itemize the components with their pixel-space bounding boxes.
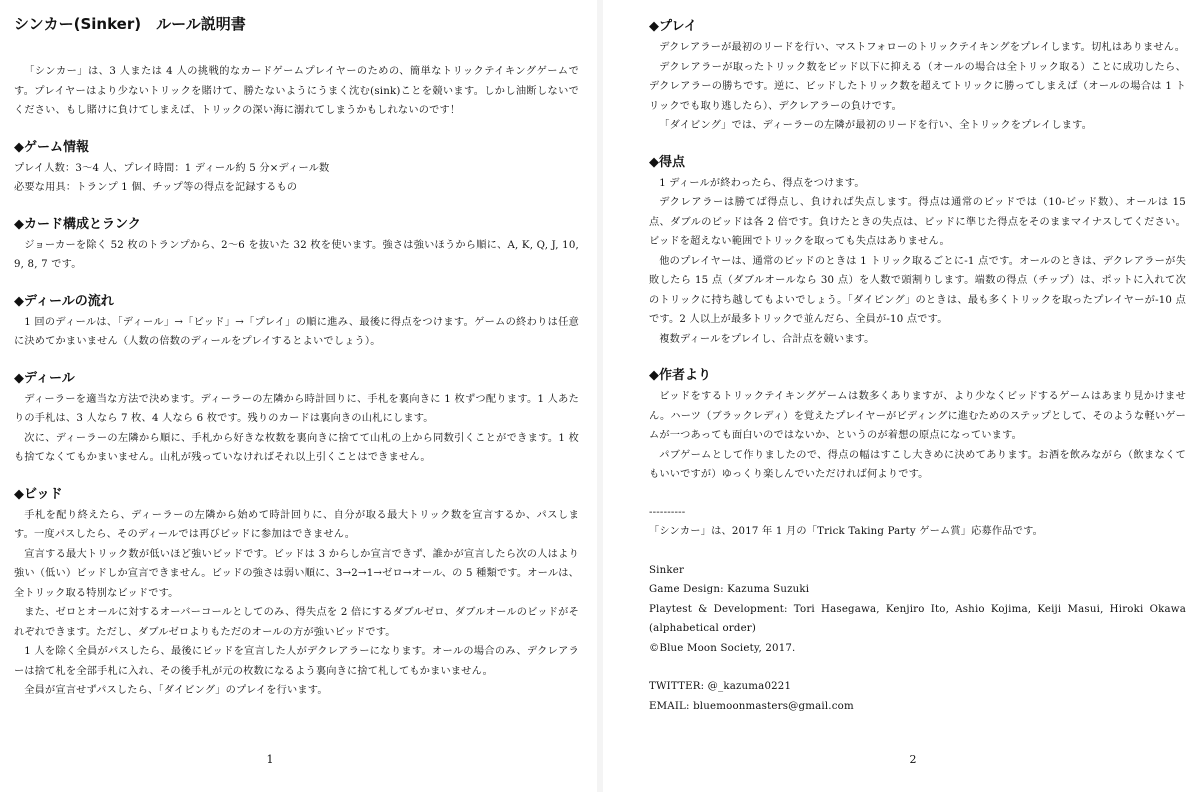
page-number-1: 1 [266,753,274,766]
section-paragraph: 1 ディールが終わったら、得点をつけます。 [659,177,865,189]
intro-paragraph: 「シンカー」は、3 人または 4 人の挑戦的なカードゲームプレイヤーのための、簡単なトリックテイキングゲームです。プレイヤーはより少ないトリックを賭けて、勝たないようにうまく沈む(sink)ことを競います。しかし油断しないでください、もし賭けに負けてしまえば、トリックの深い海に溺れてしまうかもしれないのです！ [14,66,579,116]
page-number-2: 2 [909,753,917,766]
section-paragraph: ジョーカーを除く 52 枚のトランプから、2〜6 を抜いた 32 枚を使います。強さは強いほうから順に、A, K, Q, J, 10, 9, 8, 7 です。 [14,239,579,270]
section-paragraph: 1 回のディールは、「ディール」→「ビッド」→「プレイ」の順に進み、最後に得点をつけます。ゲームの終わりは任意に決めてかまいません（人数の倍数のディールをプレイするとよいでしょう）。 [14,316,579,347]
section-paragraph: デクレアラーは勝てば得点し、負ければ失点します。得点は通常のビッドでは（10-ビッド数）、オールは 15 点、ダブルのビッドは各 2 倍です。負けたときの失点は、ビッドに準じた得点をそのままマイナスしてください。ビッドを超えない範囲でトリックを取っても失点はありません。 [649,197,1186,247]
section-paragraph: 手札を配り終えたら、ディーラーの左隣から始めて時計回りに、自分が取る最大トリック数を宣言するか、パスします。一度パスしたら、そのディールでは再びビッドに参加はできません。 [14,509,579,540]
section-paragraph: プレイ人数：3〜4 人、プレイ時間：1 ディール約 5 分×ディール数 [14,162,330,174]
section-heading: ◆ディールの流れ [14,293,114,309]
intro-section [14,62,579,121]
page-1-sections [14,139,579,701]
page-1 [0,0,597,792]
section [14,139,579,198]
section-heading: ◆得点 [649,154,685,170]
section-paragraph: また、ゼロとオールに対するオーバーコールとしてのみ、得失点を 2 倍にするダブルゼロ、ダブルオールのビッドがそれぞれできます。ただし、ダブルゼロよりもただのオールの方が強いビッドです。 [14,607,579,638]
section-paragraph: ディーラーを適当な方法で決めます。ディーラーの左隣から時計回りに、手札を裏向きに 1 枚ずつ配ります。1 人あたりの手札は、3 人なら 7 枚、4 人なら 6 枚です。残りのカードは裏向きの山札にします。 [14,393,579,424]
section-paragraph: 全員が宣言せずパスしたら、「ダイビング」のプレイを行います。 [24,685,328,696]
section-heading: ◆ビッド [14,486,63,502]
section-heading: ◆カード構成とランク [14,216,141,232]
section-paragraph: 「ダイビング」では、ディーラーの左隣が最初のリードを行い、全トリックをプレイします。 [659,120,1093,131]
section [14,370,579,468]
section-heading: ◆ディール [14,370,75,386]
section-heading: ◆作者より [649,368,711,383]
section-paragraph: 必要な用具：トランプ 1 個、チップ等の得点を記録するもの [14,182,298,193]
section-paragraph: 宣言する最大トリック数が低いほど強いビッドです。ビッドは 3 からしか宣言できず、誰かが宣言したら次の人はより強い（低い）ビッドしか宣言できません。ビッドの強さは弱い順に、3→2→1→ゼロ→オール、の 5 種類です。オールは、全トリック取る特別なビッドです。 [14,548,579,599]
game-name: Sinker [649,564,685,576]
section-paragraph: デクレアラーが最初のリードを行い、マストフォローのトリックテイキングをプレイします。切札はありません。 [659,42,1186,53]
section-paragraph: パブゲームとして作りましたので、得点の幅はすこし大きめに決めてあります。お酒を飲みながら（飲まなくてもいいですが）ゆっくり楽しんでいただければ何よりです。 [649,449,1186,480]
section-paragraph: デクレアラーが取ったトリック数をビッド以下に抑える（オールの場合は全トリック取る）ことに成功したら、デクレアラーの勝ちです。逆に、ビッドしたトリック数を超えてトリックに勝ってしまえば（オールの場合は 1 トリックでも取り逃したら）、デクレアラーの負けです。 [649,61,1186,112]
section [14,216,579,275]
twitter-handle: TWITTER: @_kazuma0221 [649,681,792,692]
section [14,293,579,352]
section-paragraph: 1 人を除く全員がパスしたら、最後にビッドを宣言した人がデクレアラーになります。オールの場合のみ、デクレアラーは捨て札を全部手札に入れ、その後手札が元の枚数になるよう裏向きに捨て札してもかまいません。 [14,646,579,677]
playtest-credit: Playtest & Development: Tori Hasegawa, Kenjiro Ito, Ashio Kojima, Keiji Masui, Hiroki Okawa (alphabetical order) [649,603,1186,634]
credits-block [649,503,1186,717]
section [649,367,1186,485]
game-design-credit: Game Design: Kazuma Suzuki [649,584,810,595]
email-address: EMAIL: bluemoonmasters@gmail.com [649,700,854,712]
page-2-sections [649,18,1186,485]
section-paragraph: 他のプレイヤーは、通常のビッドのときは 1 トリック取るごとに-1 点です。オールのときは、デクレアラーが失敗したら 15 点（ダブルオールなら 30 点）を人数で頭割りします。端数の得点（チップ）は、ポットに入れて次のトリックに持ち越してもよいでしょう。「ダイビング」のときは、最も多くトリックを取ったプレイヤーが-10 点です。2 人以上が最多トリックで並んだら、全員が-10 点です。 [649,255,1186,325]
section-paragraph: 複数ディールをプレイし、合計点を競います。 [659,333,875,345]
section-heading: ◆ゲーム情報 [14,139,89,155]
credits-separator: ---------- [649,506,686,518]
contest-note: 「シンカー」は、2017 年 1 月の「Trick Taking Party ゲーム賞」応募作品です。 [649,526,1044,537]
section [14,486,579,701]
copyright-notice: ©Blue Moon Society, 2017. [649,642,796,654]
section-paragraph: ビッドをするトリックテイキングゲームは数多くありますが、より少なくビッドするゲームはあまり見かけません。ハーツ（ブラックレディ）を覚えたプレイヤーがビディングに進むためのステップとして、そのような軽いゲームが一つあっても面白いのではないか、というのが着想の原点になっています。 [649,391,1186,441]
section-heading: ◆プレイ [649,19,697,34]
page-2 [603,0,1200,792]
section-paragraph: 次に、ディーラーの左隣から順に、手札から好きな枚数を裏向きに捨てて山札の上から同数引くことができます。1 枚も捨てなくてもかまいません。山札が残っていなければそれ以上引くことはできません。 [14,432,579,463]
section [649,18,1186,136]
document-title: シンカー(Sinker) ルール説明書 [14,15,246,33]
section [649,154,1186,350]
